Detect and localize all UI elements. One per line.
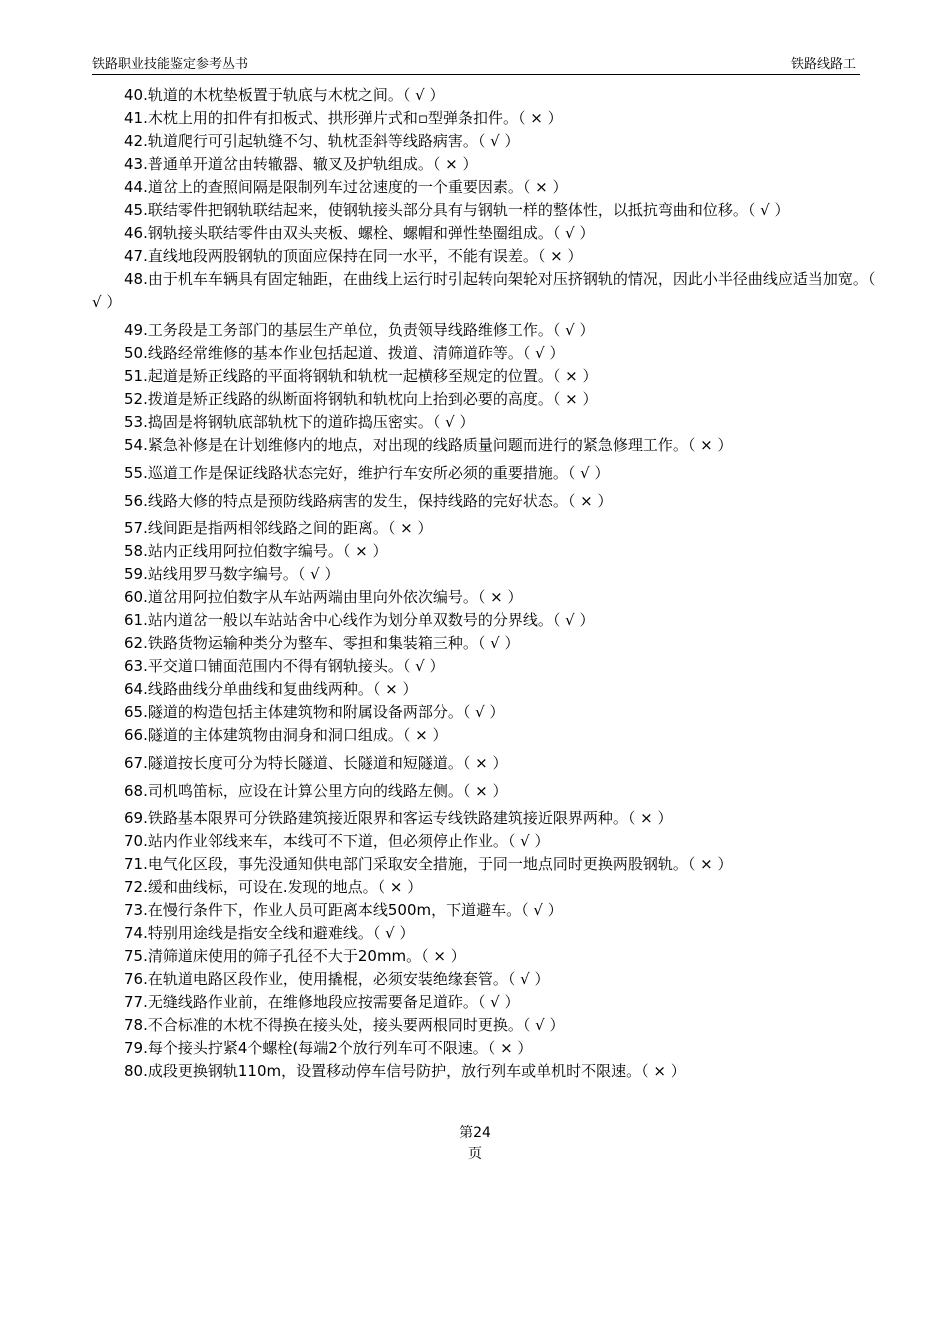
question-71: 71.电气化区段，事先没通知供电部门采取安全措施，于同一地点同时更换两股钢轨。（ ⨯ ） bbox=[124, 855, 733, 873]
question-53: 53.捣固是将钢轨底部轨枕下的道砟捣压密实。（ √ ） bbox=[124, 413, 475, 431]
question-72: 72.缓和曲线标，可设在.发现的地点。（ ⨯ ） bbox=[124, 878, 423, 896]
question-54: 54.紧急补修是在计划维修内的地点，对出现的线路质量问题而进行的紧急修理工作。（ ⨯ ） bbox=[124, 436, 733, 454]
question-73: 73.在慢行条件下，作业人员可距离本线500m，下道避车。（ √ ） bbox=[124, 901, 563, 919]
page-header bbox=[92, 50, 860, 75]
header-book-title: 铁路线路工 bbox=[790, 57, 856, 72]
question-40: 40.轨道的木枕垫板置于轨底与木枕之间。（ √ ） bbox=[124, 86, 445, 104]
question-45: 45.联结零件把钢轨联结起来，使钢轨接头部分具有与钢轨一样的整体性，以抵抗弯曲和位移。（ √ ） bbox=[124, 201, 790, 219]
question-57: 57.线间距是指两相邻线路之间的距离。（ ⨯ ） bbox=[124, 519, 433, 537]
question-50: 50.线路经常维修的基本作业包括起道、拨道、清筛道砟等。（ √ ） bbox=[124, 344, 565, 362]
question-49: 49.工务段是工务部门的基层生产单位，负责领导线路维修工作。（ √ ） bbox=[124, 321, 595, 339]
question-67: 67.隧道按长度可分为特长隧道、长隧道和短隧道。（ ⨯ ） bbox=[124, 754, 508, 772]
question-75: 75.清筛道床使用的筛子孔径不大于20mm。（ ⨯ ） bbox=[124, 947, 466, 965]
question-64: 64.线路曲线分单曲线和复曲线两种。（ ⨯ ） bbox=[124, 680, 418, 698]
question-70: 70.站内作业邻线来车，本线可不下道，但必须停止作业。（ √ ） bbox=[124, 832, 550, 850]
question-68: 68.司机鸣笛标，应设在计算公里方向的线路左侧。（ ⨯ ） bbox=[124, 782, 508, 800]
question-63: 63.平交道口铺面范围内不得有钢轨接头。（ √ ） bbox=[124, 657, 445, 675]
question-42: 42.轨道爬行可引起轨缝不匀、轨枕歪斜等线路病害。（ √ ） bbox=[124, 132, 520, 150]
question-76: 76.在轨道电路区段作业，使用撬棍，必须安装绝缘套管。（ √ ） bbox=[124, 970, 550, 988]
question-56: 56.线路大修的特点是预防线路病害的发生，保持线路的完好状态。（ ⨯ ） bbox=[124, 492, 613, 510]
page-number: 第24 bbox=[459, 1125, 491, 1141]
question-47: 47.直线地段两股钢轨的顶面应保持在同一水平，不能有误差。（ ⨯ ） bbox=[124, 247, 583, 265]
question-51: 51.起道是矫正线路的平面将钢轨和轨枕一起横移至规定的位置。（ ⨯ ） bbox=[124, 367, 598, 385]
question-61: 61.站内道岔一般以车站站舍中心线作为划分单双数号的分界线。（ √ ） bbox=[124, 611, 595, 629]
question-48: 48.由于机车车辆具有固定轴距，在曲线上运行时引起转向架轮对压挤钢轨的情况，因此小半径曲线应适当加宽。（ √ ） bbox=[92, 270, 876, 311]
page-number-suffix: 页 bbox=[468, 1146, 482, 1162]
header-series-title: 铁路职业技能鉴定参考丛书 bbox=[92, 57, 249, 72]
question-58: 58.站内正线用阿拉伯数字编号。（ ⨯ ） bbox=[124, 542, 388, 560]
question-79: 79.每个接头拧紧4个螺栓(每端2个放行列车可不限速。（ ⨯ ） bbox=[124, 1039, 533, 1057]
question-52: 52.拨道是矫正线路的纵断面将钢轨和轨枕向上抬到必要的高度。（ ⨯ ） bbox=[124, 390, 598, 408]
question-80: 80.成段更换钢轨110m，设置移动停车信号防护，放行列车或单机时不限速。（ ⨯ ） bbox=[124, 1062, 686, 1080]
question-list bbox=[92, 84, 880, 1083]
question-44: 44.道岔上的查照间隔是限制列车过岔速度的一个重要因素。（ ⨯ ） bbox=[124, 178, 568, 196]
question-78: 78.不合标准的木枕不得换在接头处，接头要两根同时更换。（ √ ） bbox=[124, 1016, 565, 1034]
question-69: 69.铁路基本限界可分铁路建筑接近限界和客运专线铁路建筑接近限界两种。（ ⨯ ） bbox=[124, 809, 673, 827]
question-55: 55.巡道工作是保证线路状态完好，维护行车安所必须的重要措施。（ √ ） bbox=[124, 464, 610, 482]
question-62: 62.铁路货物运输种类分为整车、零担和集装箱三种。（ √ ） bbox=[124, 634, 520, 652]
question-46: 46.钢轨接头联结零件由双头夹板、螺栓、螺帽和弹性垫圈组成。（ √ ） bbox=[124, 224, 595, 242]
question-43: 43.普通单开道岔由转辙器、辙叉及护轨组成。（ ⨯ ） bbox=[124, 155, 478, 173]
question-65: 65.隧道的构造包括主体建筑物和附属设备两部分。（ √ ） bbox=[124, 703, 505, 721]
page-footer bbox=[0, 1123, 950, 1165]
question-77: 77.无缝线路作业前，在维修地段应按需要备足道砟。（ √ ） bbox=[124, 993, 520, 1011]
question-41: 41.木枕上用的扣件有扣板式、拱形弹片式和▫型弹条扣件。（ ⨯ ） bbox=[124, 109, 563, 127]
question-66: 66.隧道的主体建筑物由洞身和洞口组成。（ ⨯ ） bbox=[124, 726, 448, 744]
question-74: 74.特别用途线是指安全线和避难线。（ √ ） bbox=[124, 924, 415, 942]
question-60: 60.道岔用阿拉伯数字从车站两端由里向外依次编号。（ ⨯ ） bbox=[124, 588, 523, 606]
question-59: 59.站线用罗马数字编号。（ √ ） bbox=[124, 565, 340, 583]
